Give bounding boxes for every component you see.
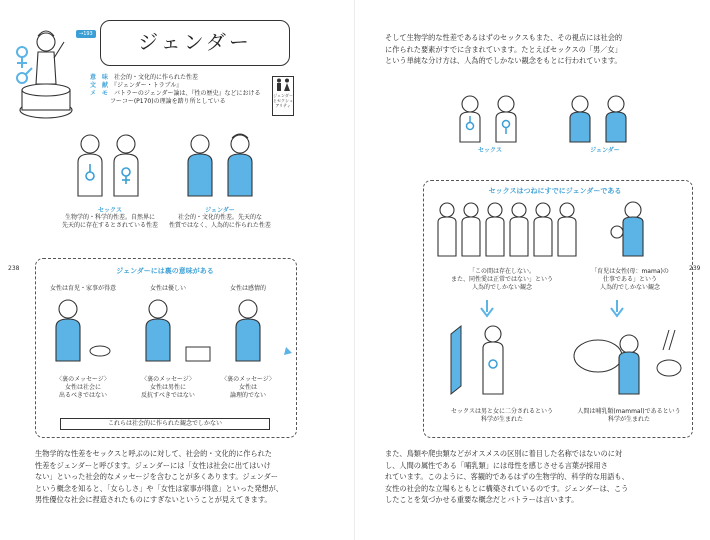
right-intro-text: そして生物学的な性差であるはずのセックスもまた、その視点には社会的 に作られた要素がすでに含まれています。たとえばセックスの「男／女」 という単純な分け方は、人為的でしかない観念をもとに行われています。 bbox=[385, 33, 623, 65]
gender-label: ジェンダー bbox=[205, 207, 235, 214]
page-title: ジェンダー bbox=[138, 30, 252, 54]
column-msg-1: 〈裏のメッセージ〉 女性は社会に 出るべきではない bbox=[56, 376, 110, 399]
right-page bbox=[355, 0, 710, 540]
column-top-1: 女性は育児・家事が得意 bbox=[49, 285, 116, 292]
meta-row: 文 献 『ジェンダー・トラブル』 bbox=[90, 82, 183, 89]
column-top-3: 女性は感情的 bbox=[229, 285, 266, 292]
right-box-title: セックスはつねにすでにジェンダーである bbox=[488, 187, 622, 195]
quote-left: 「この間は存在しない。 また、同性愛は正常ではない」という 人為的でしかない観念 bbox=[450, 268, 553, 291]
caption-right: 人間は哺乳類(mammal)であるという 科学が生まれた bbox=[577, 408, 681, 423]
sex-figures bbox=[70, 132, 150, 202]
sex-description: 生物学的・科学的性差。自然界に 先天的に存在するとされている性差 bbox=[61, 214, 158, 229]
gender-description: 社会的・文化的性差。先天的な 性質ではなく、人為的に作られた性差 bbox=[169, 214, 271, 229]
topic-badge: ジェンダー とセクシュ アリティ bbox=[272, 76, 294, 116]
right-body-text: また、鳥類や爬虫類などがオスメスの区別に着目した名称ではないのに対 し、人間の属性である「哺乳類」には母性を感じさせる言葉が採用さ れています。このように、客観的であるはずの生物学的、科学的な用語も、 女性の社会的な立場もともとに構築されているのです。ジェンダーは、こう したことを気づかせる重要な概念だとバトラーは言います。 bbox=[385, 449, 629, 504]
column-msg-3: 〈裏のメッセージ〉 女性は 論理的でない bbox=[221, 376, 275, 399]
mirror-and-animals bbox=[433, 320, 693, 400]
women-stereotype-figures bbox=[40, 295, 300, 370]
statue-illustration bbox=[8, 12, 80, 122]
meta-row: メ モ バトラーのジェンダー論は、『性の歴史』などにおける bbox=[90, 90, 261, 97]
sex-label: セックス bbox=[98, 207, 122, 214]
meta-row: フーコー(P170)の理論を踏り所としている bbox=[110, 98, 226, 105]
column-msg-2: 〈裏のメッセージ〉 女性は男性に 反抗すべきではない bbox=[141, 376, 195, 399]
left-body-text: 生物学的な性差をセックスと呼ぶのに対して、社会的・文化的に作られた 性差をジェンダーと呼びます。ジェンダーには「女性は社会に出てはいけ ない」といった社会的なメッセージを含むことが多くあります。ジェンダー という概念を知ると、「女らしさ」や「女性は家事が得意」といった発想が、 男性優位な社会に捏造されたものにすぎないということが見えてきます。 bbox=[35, 449, 283, 504]
box-footer: これらは社会的に作られた観念でしかない bbox=[60, 418, 270, 430]
sex-gender-figures-top bbox=[450, 94, 640, 144]
sex-label-right: セックス bbox=[478, 147, 502, 154]
meta-list bbox=[90, 74, 270, 106]
quote-right: 「育児は女性(母：mama)の 仕事である」という 人為的でしかない観念 bbox=[591, 268, 669, 291]
meta-row: 意 味 社会的・文化的に作られた性差 bbox=[90, 74, 199, 81]
title-balloon bbox=[100, 20, 290, 66]
gender-label-right: ジェンダー bbox=[590, 147, 620, 154]
down-arrows bbox=[475, 300, 635, 320]
page-number-right: 239 bbox=[689, 265, 701, 272]
column-top-2: 女性は優しい bbox=[149, 285, 186, 292]
crowd-figures bbox=[433, 200, 693, 260]
gender-figures bbox=[180, 132, 264, 202]
page-ref-tag: →193 bbox=[76, 30, 96, 38]
page-number-left: 238 bbox=[8, 265, 20, 272]
box-title: ジェンダーには裏の意味がある bbox=[116, 267, 214, 275]
caption-left: セックスは男と女に二分されるという 科学が生まれた bbox=[451, 408, 553, 423]
restroom-icon bbox=[275, 78, 291, 92]
